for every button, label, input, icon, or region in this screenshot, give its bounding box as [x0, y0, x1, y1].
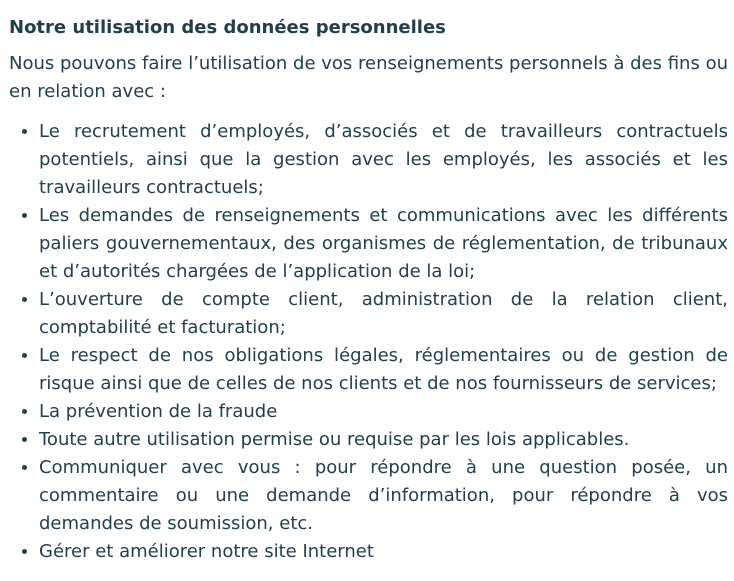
list-item: • Gérer et améliorer notre site Internet: [39, 538, 728, 566]
usage-list: [9, 118, 728, 566]
list-item: • Communiquer avec vous : pour répondre à une question posée, un commentaire ou une demande d’information, pour répondre à vos demandes de soumission, etc.: [39, 454, 728, 538]
list-item: • Toute autre utilisation permise ou requise par les lois applicables.: [39, 426, 728, 454]
list-item: • Le respect de nos obligations légales, réglementaires ou de gestion de risque ainsi que de celles de nos clients et de nos fournisseurs de services;: [39, 342, 728, 398]
list-item: • Le recrutement d’employés, d’associés et de travailleurs contractuels potentiels, ainsi que la gestion avec les employés, les associés et les travailleurs contractuels;: [39, 118, 728, 202]
list-item: • Les demandes de renseignements et communications avec les différents paliers gouvernementaux, des organismes de réglementation, de tribunaux et d’autorités chargées de l’application de la loi;: [39, 202, 728, 286]
intro-paragraph: Nous pouvons faire l’utilisation de vos renseignements personnels à des fins ou en relation avec :: [9, 53, 728, 102]
list-item: • L’ouverture de compte client, administration de la relation client, comptabilité et facturation;: [39, 286, 728, 342]
section-heading: Notre utilisation des données personnelles: [9, 17, 446, 38]
list-item: • La prévention de la fraude: [39, 398, 728, 426]
